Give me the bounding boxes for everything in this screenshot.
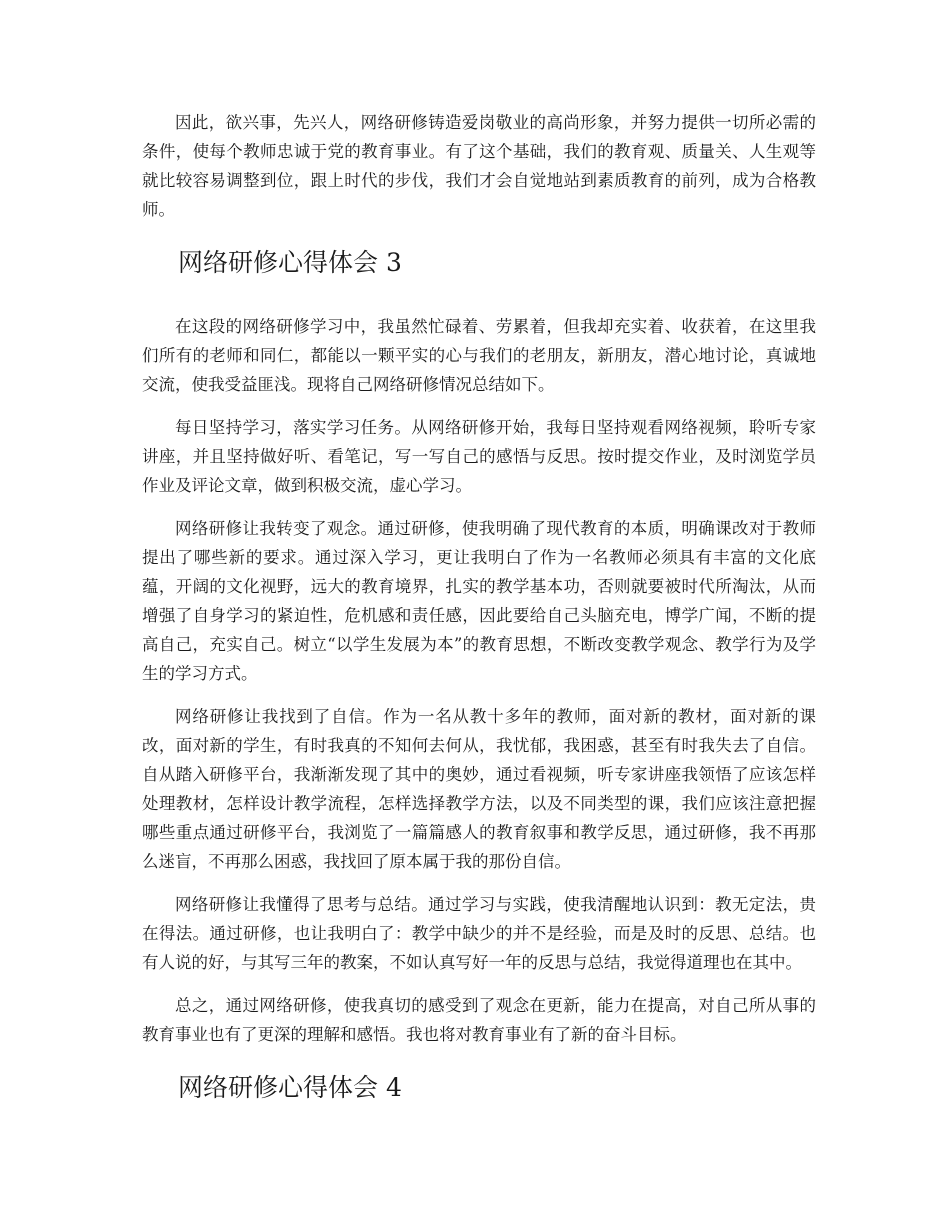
document-page [142,108,816,1137]
paragraph-section3-4: 网络研修让我找到了自信。作为一名从教十多年的教师，面对新的教材，面对新的课改，面对新的学生，有时我真的不知何去何从，我忧郁，我困惑，甚至有时我失去了自信。自从踏入研修平台，我渐渐发现了其中的奥妙，通过看视频，听专家讲座我领悟了应该怎样处理教材，怎样设计教学流程，怎样选择教学方法，以及不同类型的课，我们应该注意把握哪些重点通过研修平台，我浏览了一篇篇感人的教育叙事和教学反思，通过研修，我不再那么迷盲，不再那么困惑，我找回了原本属于我的那份自信。 [142,707,816,871]
section-heading-4: 网络研修心得体会 4 [178,1073,402,1102]
paragraph-section3-6: 总之，通过网络研修，使我真切的感受到了观念在更新，能力在提高，对自己所从事的教育事业也有了更深的理解和感悟。我也将对教育事业有了新的奋斗目标。 [142,996,816,1044]
paragraph-section3-1: 在这段的网络研修学习中，我虽然忙碌着、劳累着，但我却充实着、收获着，在这里我们所有的老师和同仁，都能以一颗平实的心与我们的老朋友，新朋友，潜心地讨论，真诚地交流，使我受益匪浅。现将自己网络研修情况总结如下。 [142,317,816,394]
paragraph-intro: 因此，欲兴事，先兴人，网络研修铸造爱岗敬业的高尚形象，并努力提供一切所必需的条件，使每个教师忠诚于党的教育事业。有了这个基础，我们的教育观、质量关、人生观等就比较容易调整到位，跟上时代的步伐，我们才会自觉地站到素质教育的前列，成为合格教师。 [142,113,816,219]
paragraph-section3-5: 网络研修让我懂得了思考与总结。通过学习与实践，使我清醒地认识到：教无定法，贵在得法。通过研修，也让我明白了：教学中缺少的并不是经验，而是及时的反思、总结。也有人说的好，与其写三年的教案，不如认真写好一年的反思与总结，我觉得道理也在其中。 [142,895,816,972]
section-heading-3: 网络研修心得体会 3 [178,248,402,277]
paragraph-section3-2: 每日坚持学习，落实学习任务。从网络研修开始，我每日坚持观看网络视频，聆听专家讲座，并且坚持做好听、看笔记，写一写自己的感悟与反思。按时提交作业，及时浏览学员作业及评论文章，做到积极交流，虚心学习。 [142,418,816,495]
paragraph-section3-3: 网络研修让我转变了观念。通过研修，使我明确了现代教育的本质，明确课改对于教师提出了哪些新的要求。通过深入学习，更让我明白了作为一名教师必须具有丰富的文化底蕴，开阔的文化视野，远大的教育境界，扎实的教学基本功，否则就要被时代所淘汰，从而增强了自身学习的紧迫性，危机感和责任感，因此要给自己头脑充电，博学广闻，不断的提高自己，充实自己。树立“以学生发展为本”的教育思想，不断改变教学观念、教学行为及学生的学习方式。 [142,519,816,683]
